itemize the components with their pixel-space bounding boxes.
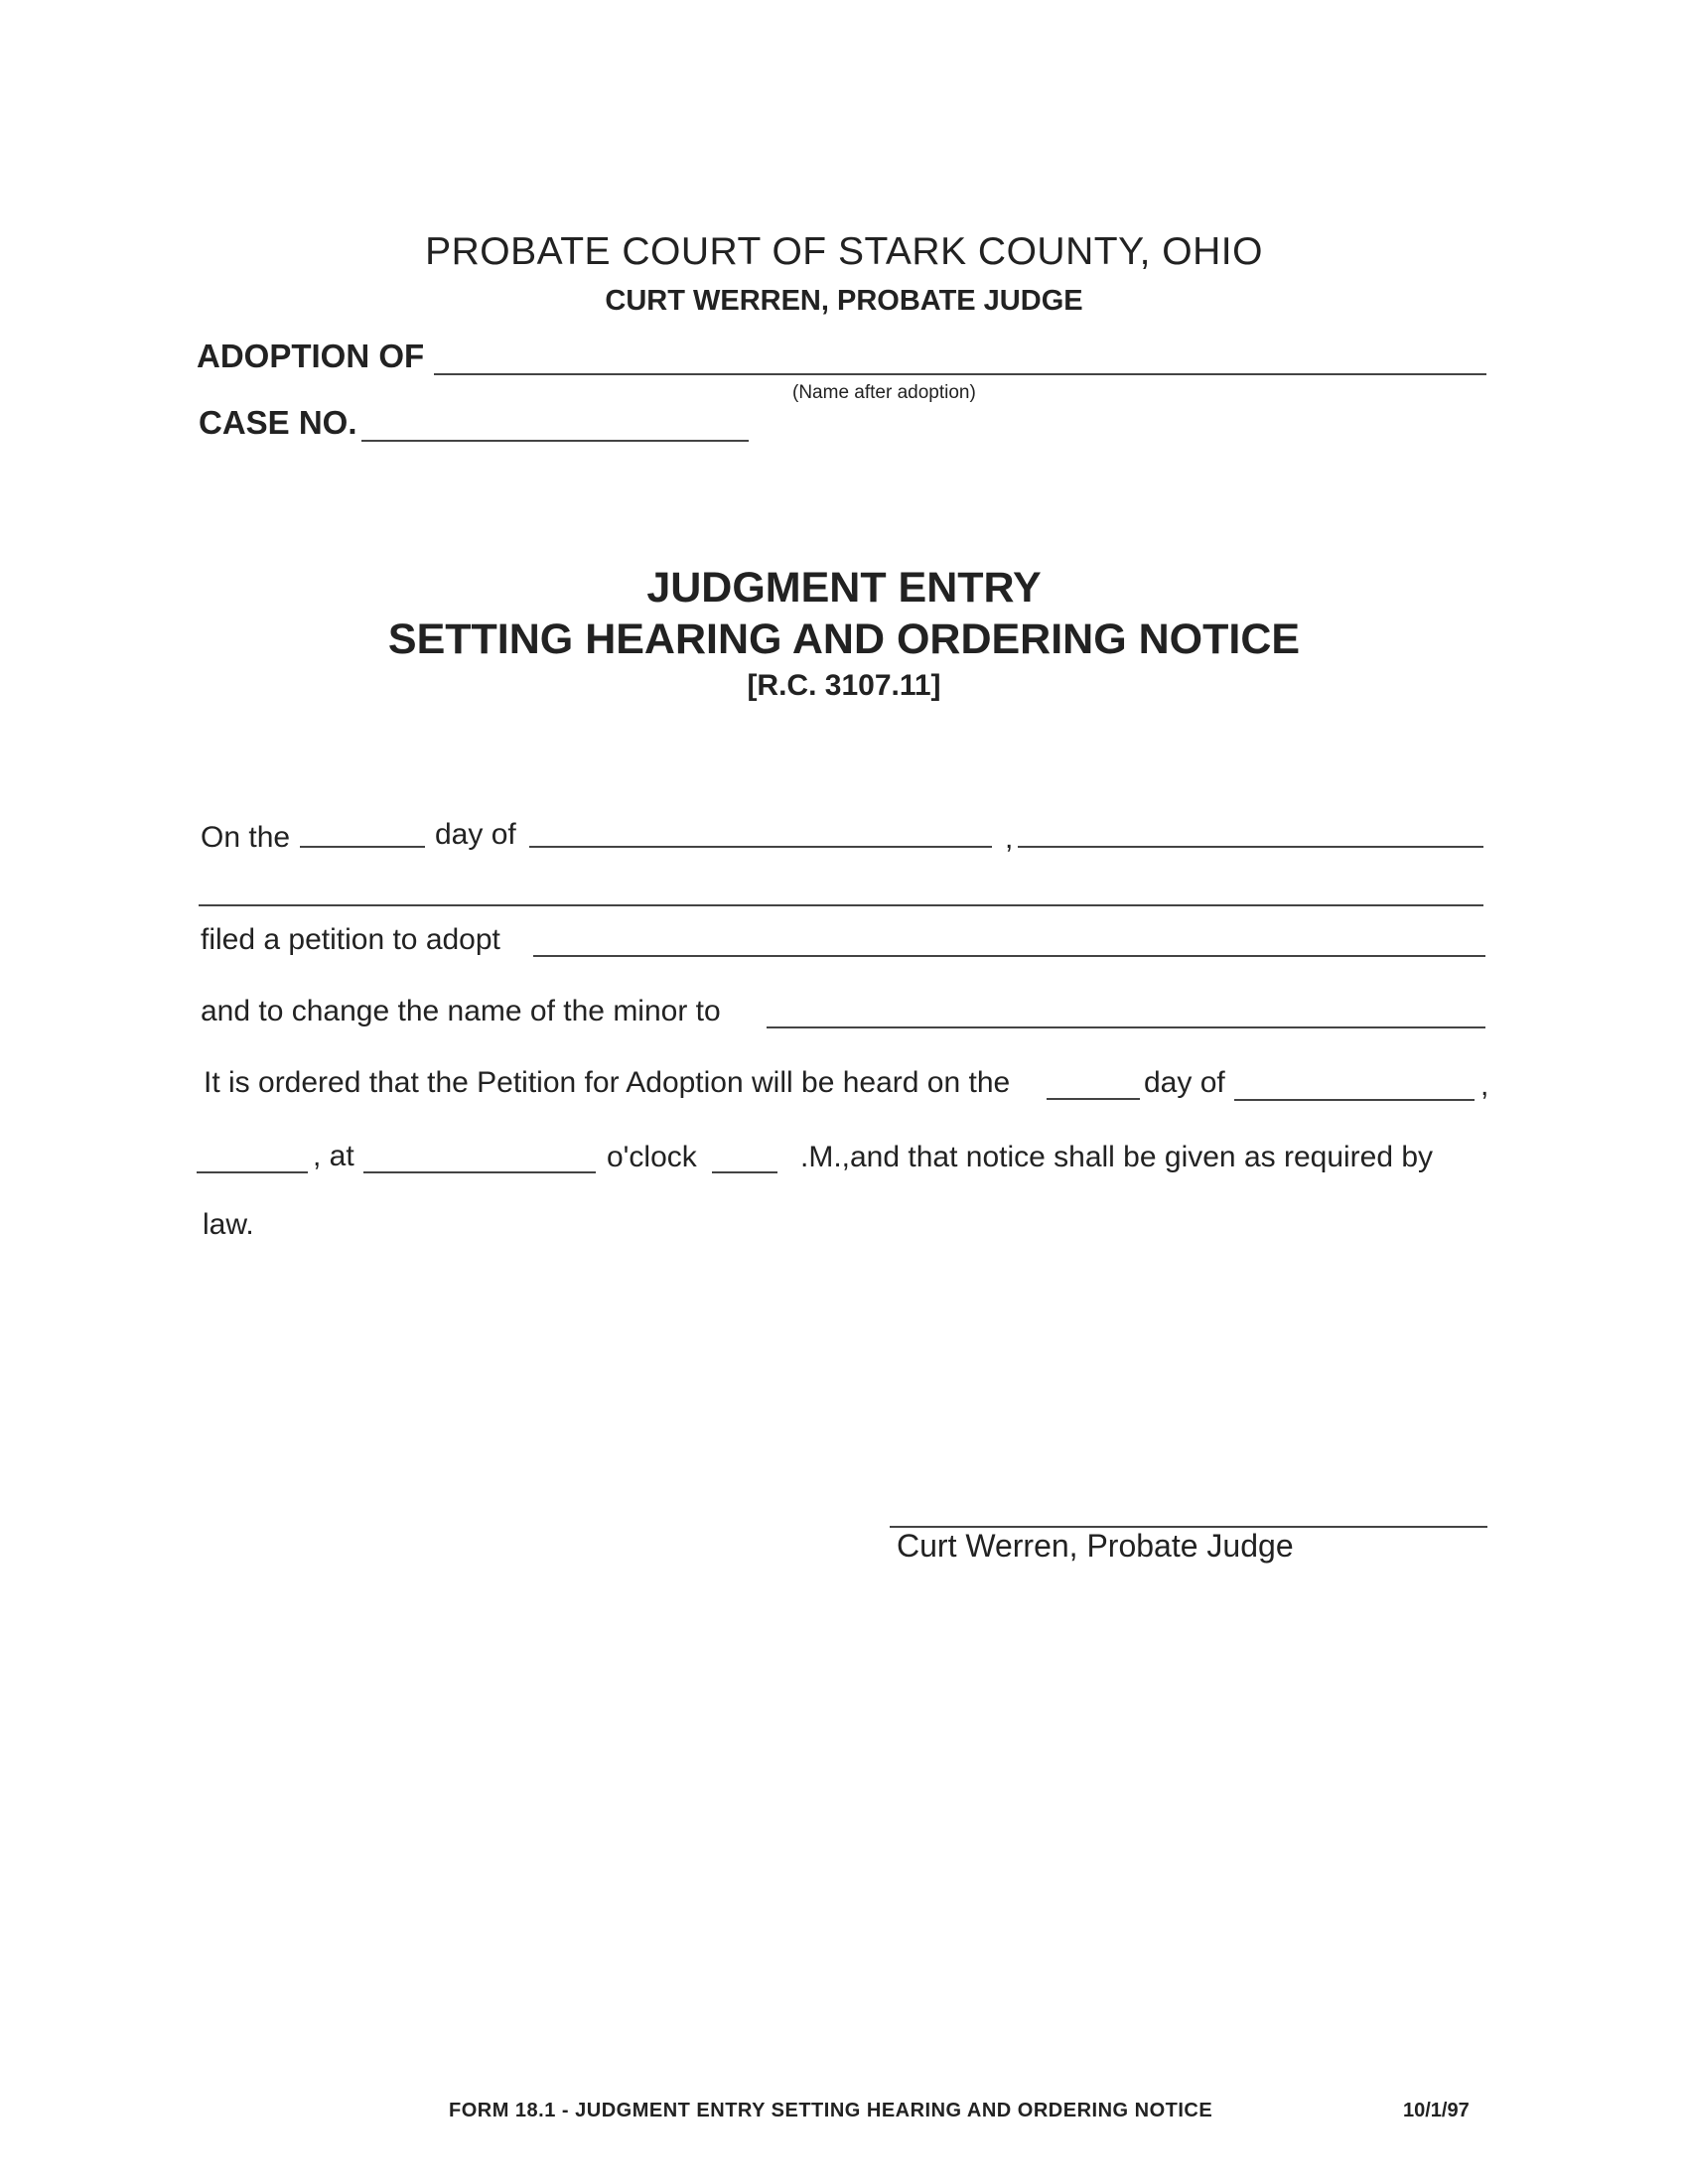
day-of-text: day of — [435, 818, 516, 851]
adoption-of-label: ADOPTION OF — [197, 338, 425, 374]
case-no-field[interactable] — [361, 440, 749, 442]
hearing-day-field[interactable] — [1047, 1098, 1140, 1100]
case-no-label: CASE NO. — [199, 404, 357, 441]
petitioner-name-field[interactable] — [199, 904, 1483, 906]
title-judgment-entry: JUDGMENT ENTRY — [646, 564, 1042, 612]
notice-text: .M.,and that notice shall be given as required by — [800, 1141, 1434, 1173]
law-text: law. — [203, 1208, 254, 1241]
at-text: , at — [313, 1140, 354, 1172]
hearing-year-field[interactable] — [197, 1171, 308, 1173]
am-pm-field[interactable] — [712, 1171, 777, 1173]
on-the-text: On the — [201, 821, 291, 854]
statute-citation: [R.C. 3107.11] — [747, 669, 941, 702]
filing-day-field[interactable] — [300, 846, 425, 848]
comma-text: , — [1005, 822, 1014, 855]
filing-month-field[interactable] — [529, 846, 992, 848]
judge-signature-name: Curt Werren, Probate Judge — [897, 1528, 1294, 1564]
judge-name: CURT WERREN, PROBATE JUDGE — [605, 285, 1083, 317]
oclock-text: o'clock — [607, 1141, 697, 1173]
title-setting-hearing: SETTING HEARING AND ORDERING NOTICE — [387, 615, 1301, 663]
adoption-of-hint: (Name after adoption) — [792, 382, 976, 403]
filed-petition-text: filed a petition to adopt — [201, 923, 500, 956]
footer-form-title: FORM 18.1 - JUDGMENT ENTRY SETTING HEARING AND ORDERING NOTICE — [449, 2100, 1213, 2121]
new-name-field[interactable] — [767, 1026, 1485, 1028]
day-of-2-text: day of — [1144, 1066, 1225, 1099]
footer-revision-date: 10/1/97 — [1403, 2100, 1470, 2121]
filing-year-field[interactable] — [1018, 846, 1483, 848]
ordered-text: It is ordered that the Petition for Adoption will be heard on the — [204, 1066, 1011, 1099]
change-name-text: and to change the name of the minor to — [201, 995, 721, 1027]
hearing-month-field[interactable] — [1234, 1099, 1475, 1101]
minor-name-field[interactable] — [533, 955, 1485, 957]
hearing-time-field[interactable] — [363, 1171, 596, 1173]
adoption-of-field[interactable] — [434, 373, 1486, 375]
comma-2-text: , — [1480, 1069, 1489, 1102]
court-name: PROBATE COURT OF STARK COUNTY, OHIO — [425, 230, 1263, 273]
